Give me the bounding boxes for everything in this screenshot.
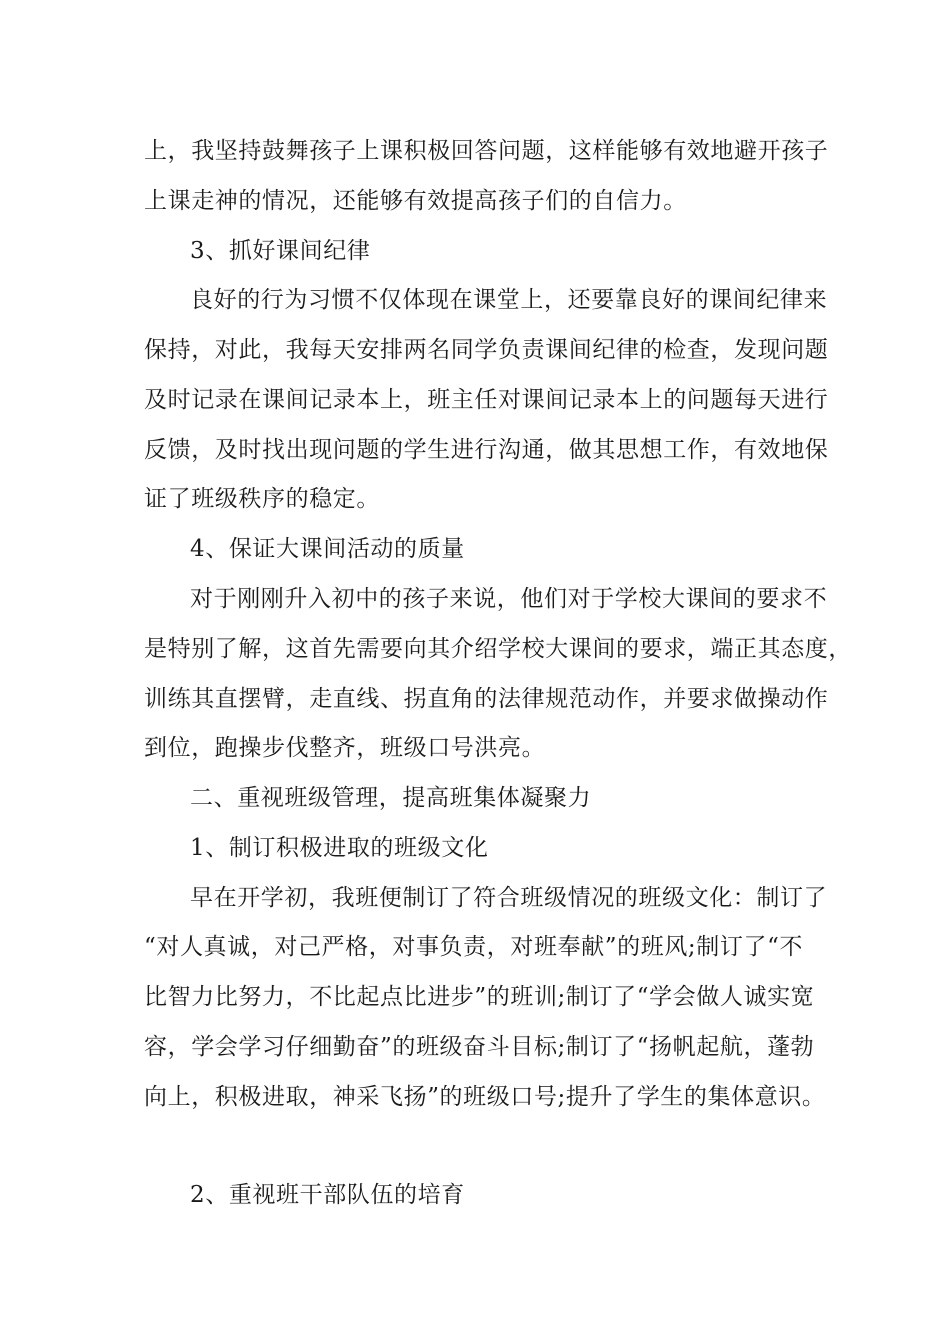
section-heading: 1、制订积极进取的班级文化 <box>190 835 489 861</box>
paragraph-line: 训练其直摆臂，走直线、拐直角的法律规范动作，并要求做操动作 <box>144 686 829 712</box>
paragraph-line: 早在开学初，我班便制订了符合班级情况的班级文化：制订了 <box>190 885 828 911</box>
paragraph-line: 到位，跑操步伐整齐，班级口号洪亮。 <box>144 735 546 761</box>
paragraph-line: 对于刚刚升入初中的孩子来说，他们对于学校大课间的要求不 <box>190 586 828 612</box>
paragraph-line: “对人真诚，对己严格，对事负责，对班奉献”的班风;制订了“不 <box>144 934 804 960</box>
section-heading: 2、重视班干部队伍的培育 <box>190 1182 465 1208</box>
paragraph-line: 证了班级秩序的稳定。 <box>144 486 380 512</box>
paragraph-line: 是特别了解，这首先需要向其介绍学校大课间的要求，端正其态度， <box>144 636 852 662</box>
paragraph-line: 容，学会学习仔细勤奋”的班级奋斗目标;制订了“扬帆起航，蓬勃 <box>144 1034 815 1060</box>
section-heading: 3、抓好课间纪律 <box>190 238 371 264</box>
paragraph-line: 向上，积极进取，神采飞扬”的班级口号;提升了学生的集体意识。 <box>144 1084 826 1110</box>
paragraph-line: 比智力比努力，不比起点比进步”的班训;制订了“学会做人诚实宽 <box>144 984 815 1010</box>
section-heading: 二、重视班级管理，提高班集体凝聚力 <box>190 785 592 811</box>
paragraph-line: 上课走神的情况，还能够有效提高孩子们的自信力。 <box>144 188 687 214</box>
section-heading: 4、保证大课间活动的质量 <box>190 536 465 562</box>
paragraph-line: 上，我坚持鼓舞孩子上课积极回答问题，这样能够有效地避开孩子 <box>144 138 829 164</box>
paragraph-line: 及时记录在课间记录本上，班主任对课间记录本上的问题每天进行 <box>144 387 829 413</box>
paragraph-line: 良好的行为习惯不仅体现在课堂上，还要靠良好的课间纪律来 <box>190 287 828 313</box>
paragraph-line: 保持，对此，我每天安排两名同学负责课间纪律的检查，发现问题 <box>144 337 829 363</box>
paragraph-line: 反馈，及时找出现问题的学生进行沟通，做其思想工作，有效地保 <box>144 437 829 463</box>
